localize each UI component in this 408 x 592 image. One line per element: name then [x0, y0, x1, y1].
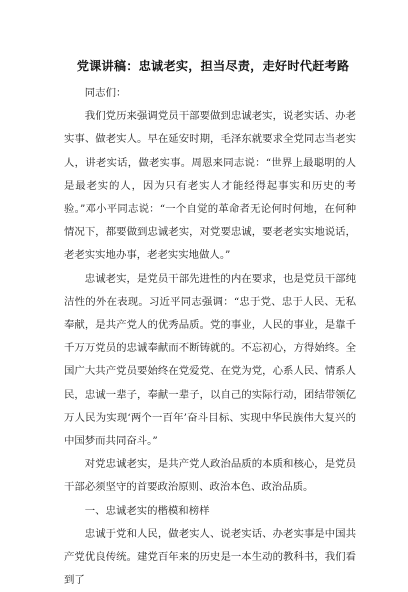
salutation: 同志们：	[84, 87, 127, 99]
body-paragraph-4: 忠诚于党和人民，做老实人、说老实话、办老实事是中国共产党优良传统。建党百年来的历史是一本生动的教科书，我们看到了	[64, 527, 356, 587]
section-heading: 一、忠诚老实的楷模和榜样	[84, 504, 210, 517]
body-paragraph-1: 我们党历来强调党员干部要做到忠诚老实，说老实话、办老实事、做老实人。早在延安时期，毛泽东就要求全党同志当老实人，讲老实话，做老实事。周恩来同志说：“世界上最聪明的人是最老实的人，因为只有老实人才能经得起事实和历史的考验。”邓小平同志说：“一个自觉的革命者无论何时何地，在何种情况下，都要做到忠诚老实，对党要忠诚，要老老实实地说话，老老实实地办事，老老实实地做人。”	[64, 110, 356, 262]
document-title: 党课讲稿：忠诚老实，担当尽责，走好时代赶考路	[76, 59, 350, 73]
body-paragraph-2: 忠诚老实，是党员干部先进性的内在要求，也是党员干部纯洁性的外在表现。习近平同志强调：“忠于党、忠于人民、无私奉献，是共产党人的优秀品质。党的事业，人民的事业，是靠千千万万党员的忠诚奉献而不断铸就的。不忘初心，方得始终。全国广大共产党员要始终在党爱党、在党为党，心系人民、情系人民，忠诚一辈子，奉献一辈子，以自己的实际行动，团结带领亿万人民为实现‘两个一百年’奋斗目标、实现中华民族伟大复兴的中国梦而共同奋斗。”	[64, 272, 356, 448]
body-paragraph-3: 对党忠诚老实，是共产党人政治品质的本质和核心，是党员干部必须坚守的首要政治原则、政治本色、政治品质。	[64, 458, 356, 494]
